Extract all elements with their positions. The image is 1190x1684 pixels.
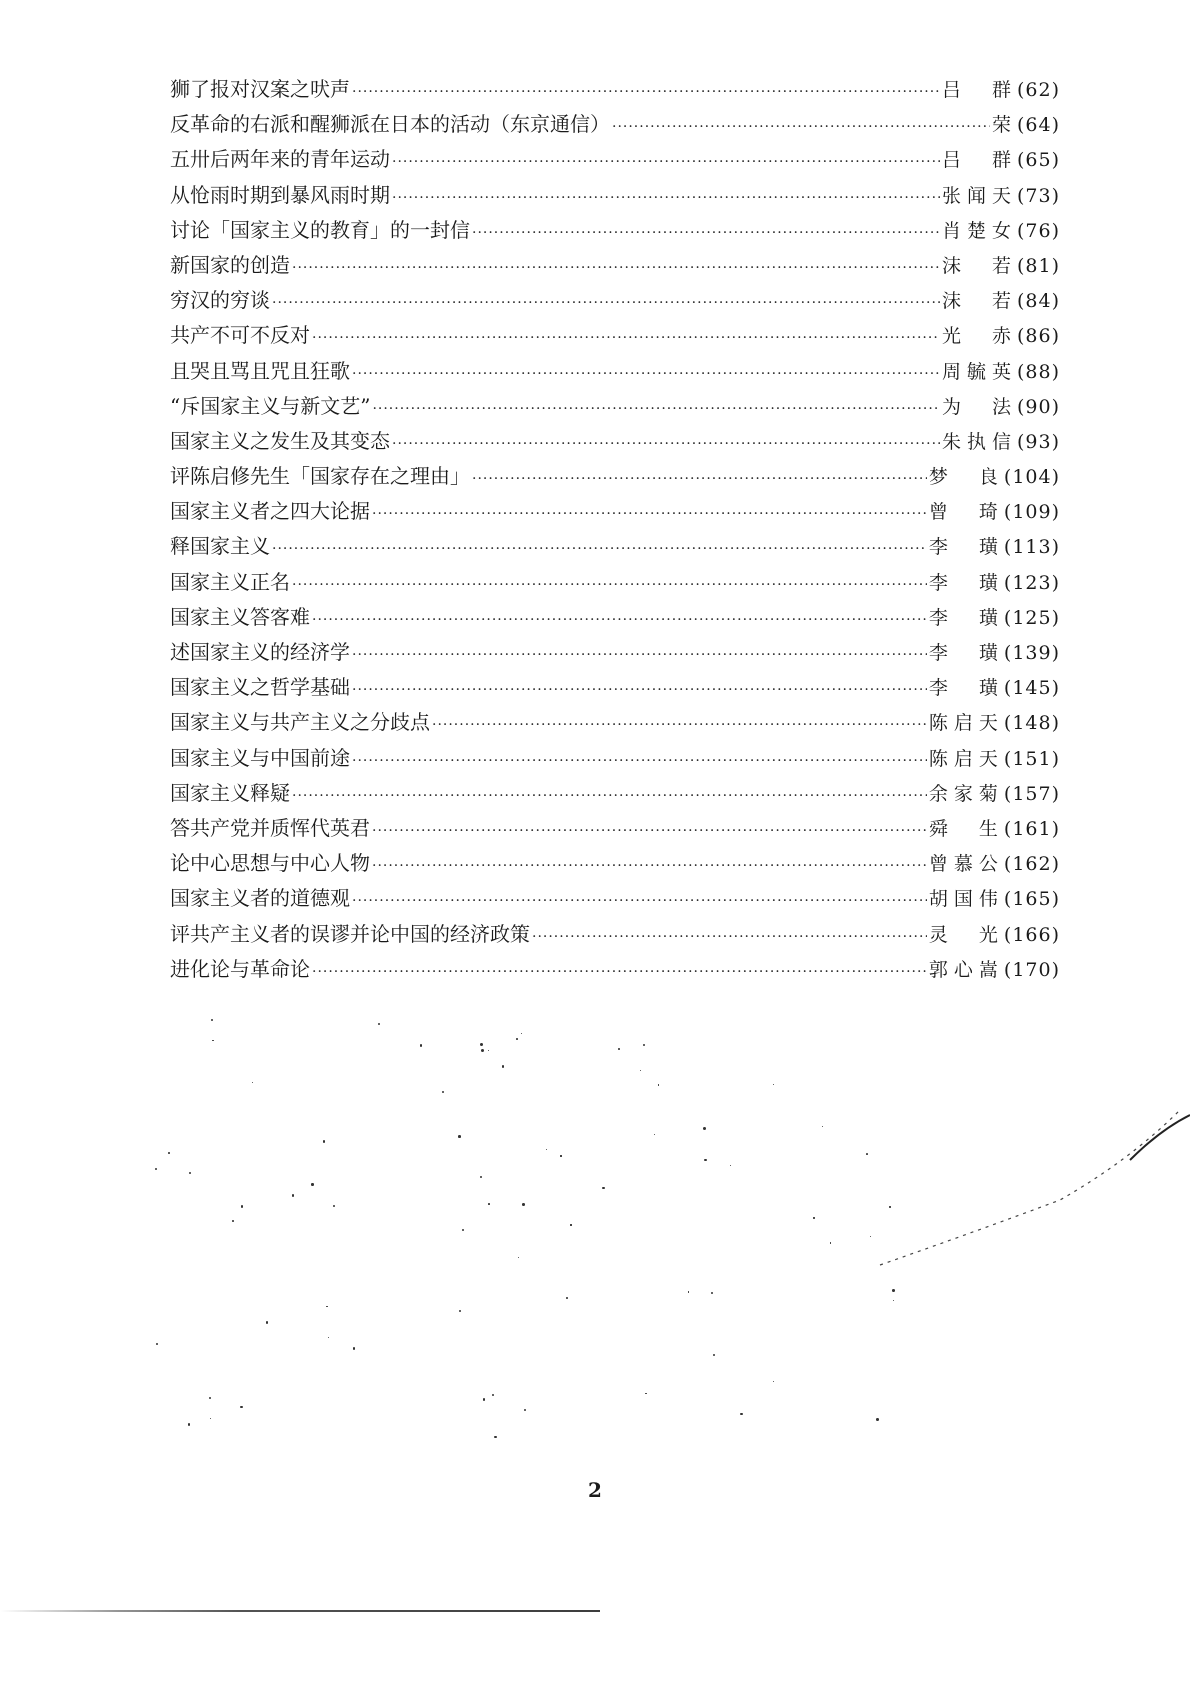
page-number: 2 <box>588 1478 602 1502</box>
toc-entry <box>170 354 1060 389</box>
entry-page: (170) <box>1003 958 1060 981</box>
entry-author: 沫 若 <box>941 254 1017 277</box>
entry-title: 论中心思想与中心人物 <box>170 851 370 876</box>
scan-speck <box>168 1152 170 1154</box>
scan-speck <box>323 1140 326 1143</box>
dot-leader <box>372 392 940 427</box>
entry-title: 释国家主义 <box>170 534 270 559</box>
scan-speck <box>240 1406 242 1408</box>
toc-entry <box>170 178 1060 213</box>
entry-author: 李 璜 <box>928 536 1004 559</box>
scan-speck <box>813 1217 814 1218</box>
dot-leader <box>392 427 940 462</box>
entry-author: 周毓英 <box>941 360 1017 383</box>
scan-speck <box>241 1205 244 1208</box>
scan-speck <box>209 1397 211 1399</box>
toc-entry <box>170 670 1060 705</box>
scan-speck <box>155 1168 157 1170</box>
toc-entry <box>170 494 1060 529</box>
scan-speck <box>333 1205 335 1207</box>
scan-speck <box>566 1297 568 1299</box>
entry-author: 光 赤 <box>941 325 1017 348</box>
entry-author: 荣 <box>991 114 1017 137</box>
entry-title: 新国家的创造 <box>170 252 290 277</box>
entry-author: 吕 群 <box>941 149 1017 172</box>
dot-leader <box>432 708 927 743</box>
scan-speck <box>645 1393 646 1394</box>
scan-speck <box>458 1135 461 1138</box>
entry-page: (166) <box>1003 923 1060 946</box>
dot-leader <box>352 673 927 708</box>
scan-speck <box>156 1343 158 1345</box>
entry-author: 张闻天 <box>941 184 1017 207</box>
dot-leader <box>292 251 940 286</box>
entry-title: 进化论与革命论 <box>170 956 310 981</box>
entry-author: 郭心嵩 <box>928 958 1004 981</box>
toc-entry <box>170 72 1060 107</box>
entry-page: (157) <box>1003 782 1060 805</box>
dot-leader <box>352 884 927 919</box>
entry-page: (139) <box>1003 642 1060 664</box>
scan-speck <box>740 1413 742 1415</box>
toc-entry <box>170 952 1060 987</box>
scan-speck <box>822 1126 823 1127</box>
entry-page: (81) <box>1016 254 1060 277</box>
entry-author: 李 璜 <box>928 642 1004 664</box>
entry-page: (125) <box>1003 606 1060 629</box>
scan-speck <box>658 1084 659 1085</box>
entry-author: 陈启天 <box>928 747 1004 770</box>
dot-leader <box>352 357 940 392</box>
entry-page: (84) <box>1016 290 1060 313</box>
entry-author: 曾 琦 <box>928 501 1004 524</box>
scan-speck <box>442 1091 444 1093</box>
scan-speck <box>546 1149 547 1150</box>
scan-speck <box>292 1194 294 1196</box>
toc-entry <box>170 635 1060 670</box>
entry-author: 余家菊 <box>928 782 1004 805</box>
entry-author: 灵 光 <box>928 923 1004 946</box>
toc-entry <box>170 389 1060 424</box>
entry-title: 评陈启修先生「国家存在之理由」 <box>170 464 470 489</box>
dot-leader <box>352 638 927 673</box>
toc-entry <box>170 213 1060 248</box>
entry-title: 国家主义答客难 <box>170 604 310 629</box>
entry-page: (86) <box>1016 325 1060 348</box>
scan-speck <box>210 1418 211 1419</box>
toc-entry <box>170 529 1060 564</box>
scan-speck <box>492 1394 494 1396</box>
scan-speck <box>730 1165 732 1167</box>
scan-speck <box>502 1065 505 1068</box>
scan-speck <box>602 1187 605 1190</box>
table-of-contents <box>170 72 1060 987</box>
entry-page: (123) <box>1003 571 1060 594</box>
toc-entry <box>170 565 1060 600</box>
toc-entry <box>170 917 1060 952</box>
entry-page: (165) <box>1003 888 1060 911</box>
scan-speck <box>524 1409 526 1411</box>
scan-speck <box>711 1292 713 1294</box>
scan-speck <box>188 1423 191 1426</box>
entry-page: (88) <box>1016 360 1060 383</box>
scan-speck <box>516 1038 518 1040</box>
scan-speck <box>488 1050 489 1051</box>
scan-speck <box>378 1023 380 1025</box>
entry-page: (76) <box>1016 219 1060 242</box>
entry-page: (162) <box>1003 853 1060 876</box>
scan-speck <box>704 1159 707 1162</box>
entry-page: (109) <box>1003 501 1060 524</box>
entry-title: 国家主义之发生及其变态 <box>170 428 390 453</box>
scan-speck <box>876 1418 879 1421</box>
entry-title: 国家主义与共产主义之分歧点 <box>170 710 430 735</box>
toc-entry <box>170 705 1060 740</box>
entry-author: 朱执信 <box>941 430 1017 453</box>
entry-title: 答共产党并质恽代英君 <box>170 815 370 840</box>
entry-title: 国家主义释疑 <box>170 780 290 805</box>
toc-entry <box>170 600 1060 635</box>
scan-speck <box>232 1220 234 1222</box>
entry-author: 李 璜 <box>928 606 1004 629</box>
toc-entry <box>170 283 1060 318</box>
entry-page: (161) <box>1003 817 1060 840</box>
entry-author: 吕 群 <box>941 79 1017 101</box>
entry-title: “斥国家主义与新文艺” <box>170 393 371 418</box>
scan-speck <box>654 1134 655 1135</box>
entry-title: 国家主义之哲学基础 <box>170 675 350 700</box>
dot-leader <box>272 532 927 567</box>
scan-speck <box>326 1306 327 1307</box>
entry-page: (73) <box>1016 184 1060 207</box>
dot-leader <box>612 110 990 145</box>
scan-speck <box>522 1203 525 1206</box>
scan-speck <box>481 1049 484 1052</box>
entry-title: 国家主义者的道德观 <box>170 886 350 911</box>
scan-speck <box>494 1436 497 1439</box>
scan-crease-mark <box>860 1100 1190 1270</box>
toc-entry <box>170 846 1060 881</box>
toc-entry <box>170 459 1060 494</box>
scan-speck <box>521 1033 523 1035</box>
toc-entry <box>170 107 1060 142</box>
entry-title: 五卅后两年来的青年运动 <box>170 147 390 172</box>
scan-speck <box>266 1321 268 1323</box>
entry-title: 国家主义正名 <box>170 569 290 594</box>
entry-page: (151) <box>1003 747 1060 770</box>
scan-speck <box>688 1291 690 1293</box>
dot-leader <box>472 462 927 497</box>
dot-leader <box>312 955 927 990</box>
entry-title: 评共产主义者的误谬并论中国的经济政策 <box>170 921 530 946</box>
entry-page: (104) <box>1003 466 1060 489</box>
dot-leader <box>272 286 940 321</box>
dot-leader <box>372 849 927 884</box>
scan-speck <box>703 1127 706 1130</box>
scan-speck <box>618 1048 620 1050</box>
entry-author: 舜 生 <box>928 817 1004 840</box>
scan-speck <box>252 1082 253 1083</box>
entry-author: 沫 若 <box>941 290 1017 313</box>
scan-speck <box>420 1044 423 1047</box>
entry-page: (93) <box>1016 430 1060 453</box>
dot-leader <box>392 145 940 180</box>
scan-speck <box>189 1172 191 1174</box>
entry-page: (62) <box>1016 79 1060 101</box>
dot-leader <box>312 321 940 356</box>
dot-leader <box>352 744 927 779</box>
entry-author: 陈启天 <box>928 712 1004 735</box>
entry-author: 为 法 <box>941 395 1017 418</box>
dot-leader <box>372 814 927 849</box>
scan-edge-line <box>0 1610 600 1612</box>
scan-speck <box>311 1183 313 1185</box>
toc-entry <box>170 776 1060 811</box>
dot-leader <box>352 75 940 110</box>
entry-page: (64) <box>1016 114 1060 137</box>
dot-leader <box>392 181 940 216</box>
entry-title: 反革命的右派和醒狮派在日本的活动（东京通信） <box>170 112 610 137</box>
scan-speck <box>893 1300 894 1301</box>
scan-speck <box>889 1206 890 1207</box>
entry-title: 狮了报对汉案之吠声 <box>170 77 350 101</box>
toc-entry <box>170 424 1060 459</box>
scan-speck <box>328 1337 329 1338</box>
scan-speck <box>353 1347 356 1350</box>
scan-speck <box>643 1044 645 1046</box>
dot-leader <box>312 603 927 638</box>
scan-speck <box>640 1070 641 1071</box>
entry-title: 共产不可不反对 <box>170 323 310 348</box>
entry-author: 李 璜 <box>928 677 1004 700</box>
scan-speck <box>713 1354 715 1356</box>
scan-speck <box>483 1398 485 1400</box>
scan-speck <box>773 1381 774 1382</box>
entry-author: 梦 良 <box>928 466 1004 489</box>
scan-speck <box>459 1310 461 1312</box>
scan-speck <box>480 1043 483 1046</box>
scan-speck <box>480 1176 482 1178</box>
scan-speck <box>892 1289 895 1292</box>
entry-title: 讨论「国家主义的教育」的一封信 <box>170 217 470 242</box>
toc-entry <box>170 318 1060 353</box>
entry-title: 且哭且骂且咒且狂歌 <box>170 358 350 383</box>
dot-leader <box>292 568 927 603</box>
dot-leader <box>292 779 927 814</box>
toc-entry <box>170 142 1060 177</box>
scan-speck <box>488 1203 490 1205</box>
entry-author: 曾慕公 <box>928 853 1004 876</box>
entry-author: 李 璜 <box>928 571 1004 594</box>
dot-leader <box>472 216 940 251</box>
scan-speck <box>830 1242 832 1244</box>
toc-entry <box>170 248 1060 283</box>
entry-page: (145) <box>1003 677 1060 700</box>
scan-speck <box>212 1040 213 1041</box>
scan-speck <box>462 1229 464 1231</box>
entry-page: (113) <box>1003 536 1060 559</box>
scan-speck <box>773 1084 774 1085</box>
scan-speck <box>570 1224 571 1225</box>
toc-entry <box>170 811 1060 846</box>
entry-title: 国家主义者之四大论据 <box>170 499 370 524</box>
entry-author: 肖楚女 <box>941 219 1017 242</box>
entry-page: (65) <box>1016 149 1060 172</box>
entry-page: (90) <box>1016 395 1060 418</box>
scan-speck <box>560 1155 561 1156</box>
entry-title: 国家主义与中国前途 <box>170 745 350 770</box>
dot-leader <box>372 497 927 532</box>
entry-page: (148) <box>1003 712 1060 735</box>
toc-entry <box>170 741 1060 776</box>
toc-entry <box>170 881 1060 916</box>
entry-author: 胡国伟 <box>928 888 1004 911</box>
scan-speck <box>518 1257 519 1258</box>
scan-speck <box>211 1019 213 1021</box>
entry-title: 从怆雨时期到暴风雨时期 <box>170 182 390 207</box>
dot-leader <box>532 920 927 955</box>
entry-title: 穷汉的穷谈 <box>170 288 270 313</box>
entry-title: 述国家主义的经济学 <box>170 640 350 664</box>
